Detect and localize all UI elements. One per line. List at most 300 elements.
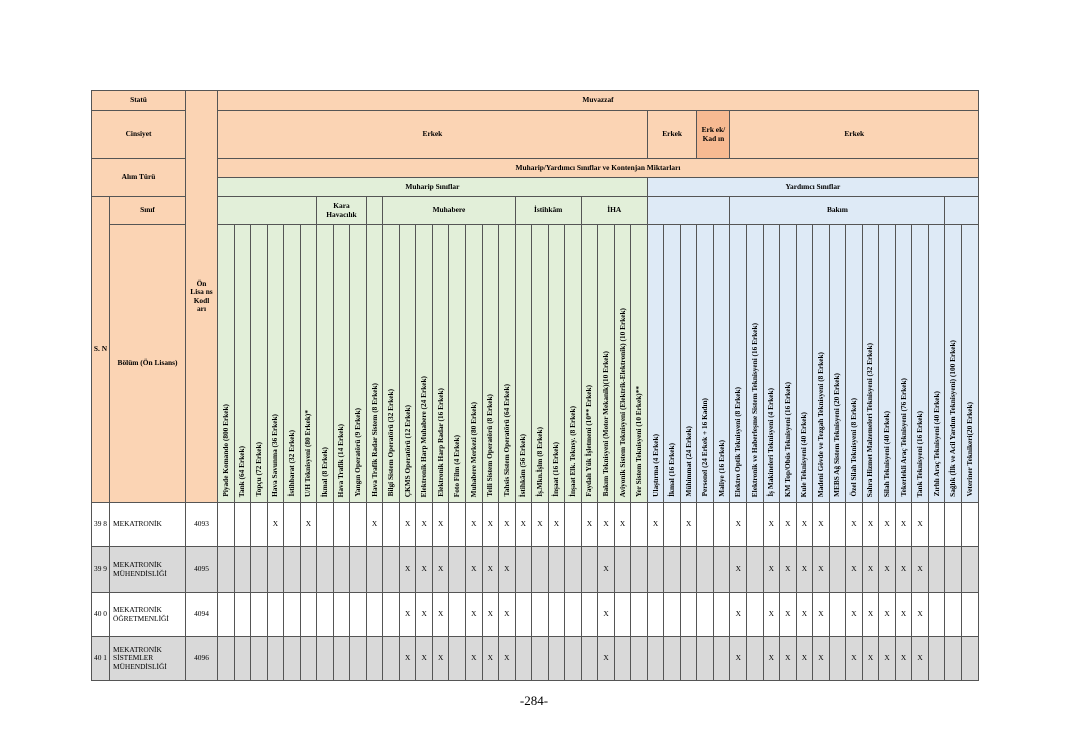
column-header-label: Yer Sistem Teknisyeni (10 Erkek)** — [634, 385, 644, 497]
quota-cell: X — [432, 547, 449, 593]
column-header — [548, 225, 565, 503]
column-header-label: İnşaat Elk. Teknsy. (8 Erkek) — [567, 406, 577, 497]
quota-cell — [713, 593, 730, 637]
quota-cell: X — [515, 503, 532, 547]
quota-cell — [218, 593, 235, 637]
table-row — [92, 503, 979, 547]
column-header-label: İnşaat (16 Erkek) — [551, 442, 561, 497]
quota-cell: X — [267, 503, 284, 547]
quota-cell: X — [796, 503, 813, 547]
quota-cell — [251, 503, 268, 547]
quota-cell — [565, 547, 582, 593]
quota-cell: X — [499, 503, 516, 547]
quota-cell — [548, 547, 565, 593]
quota-cell — [333, 637, 350, 681]
cinsiyet-erkek-muharip: Erkek — [218, 111, 648, 159]
quota-cell — [333, 593, 350, 637]
column-header-label: MEBS Ağ Sistem Teknisyeni (20 Erkek) — [832, 372, 842, 497]
quota-cell — [333, 503, 350, 547]
column-header — [945, 225, 962, 503]
quota-cell: X — [895, 503, 912, 547]
quota-cell — [713, 547, 730, 593]
cinsiyet-erkek-mid: Erkek — [647, 111, 697, 159]
quota-cell: X — [813, 637, 830, 681]
cinsiyet-erkek-yardimci: Erkek — [730, 111, 979, 159]
quota-cell: X — [482, 547, 499, 593]
quota-cell — [961, 503, 978, 547]
quota-cell: X — [895, 637, 912, 681]
quota-cell: X — [813, 593, 830, 637]
quota-cell: X — [879, 547, 896, 593]
row-sn: 39 9 — [92, 547, 110, 593]
quota-cell — [350, 547, 367, 593]
quota-cell — [251, 637, 268, 681]
quota-cell — [532, 593, 549, 637]
column-header-label: İstihbarat (32 Erkek) — [286, 430, 296, 497]
quota-cell: X — [846, 593, 863, 637]
kara-havacilik-header: Kara Havacılık — [317, 197, 367, 225]
quota-cell — [449, 593, 466, 637]
column-header-label: Maliye (16 Erkek) — [716, 440, 726, 497]
quota-cell — [234, 547, 251, 593]
quota-cell — [697, 637, 714, 681]
quota-cell — [647, 547, 664, 593]
page-number: -284- — [519, 693, 549, 708]
quota-cell — [317, 637, 334, 681]
column-header-label: Tank Teknisyeni (16 Erkek) — [915, 410, 925, 497]
quota-cell: X — [730, 593, 747, 637]
quota-cell: X — [300, 503, 317, 547]
column-header — [928, 225, 945, 503]
quota-cell: X — [432, 637, 449, 681]
row-kod: 4096 — [186, 637, 218, 681]
quota-cell: X — [813, 547, 830, 593]
quota-cell: X — [763, 503, 780, 547]
column-header — [565, 225, 582, 503]
quota-cell — [713, 503, 730, 547]
quota-cell — [961, 593, 978, 637]
sn-header: S. N — [92, 197, 110, 503]
quota-cell — [829, 503, 846, 547]
quota-cell: X — [614, 503, 631, 547]
column-header — [317, 225, 334, 503]
quota-cell — [515, 547, 532, 593]
quota-cell — [317, 593, 334, 637]
row-sn: 39 8 — [92, 503, 110, 547]
quota-cell: X — [862, 547, 879, 593]
row-sn: 40 1 — [92, 637, 110, 681]
quota-cell — [284, 637, 301, 681]
column-header — [961, 225, 978, 503]
column-header — [879, 225, 896, 503]
quota-cell: X — [482, 503, 499, 547]
quota-cell — [251, 593, 268, 637]
quota-cell — [218, 637, 235, 681]
row-kod: 4093 — [186, 503, 218, 547]
quota-cell: X — [912, 593, 929, 637]
column-header — [515, 225, 532, 503]
column-header-label: Hava Savunma (36 Erkek) — [270, 413, 280, 497]
alim-row-2 — [92, 178, 979, 197]
quota-cell — [350, 503, 367, 547]
quota-cell — [680, 593, 697, 637]
group-blank-2 — [366, 197, 383, 225]
column-header-label: Foto Film (4 Erkek) — [452, 434, 462, 497]
quota-cell: X — [846, 503, 863, 547]
column-header-label: Tekerlekli Araç Teknisyeni (76 Erkek) — [898, 378, 908, 497]
statu-label: Statü — [92, 91, 186, 111]
cinsiyet-row — [92, 111, 979, 159]
column-header — [234, 225, 251, 503]
quota-cell — [680, 637, 697, 681]
quota-cell — [747, 593, 764, 637]
quota-cell — [961, 637, 978, 681]
quota-cell — [581, 637, 598, 681]
yardimci-header: Yardımcı Sınıflar — [647, 178, 978, 197]
quota-cell: X — [730, 637, 747, 681]
column-header-label: Zırhlı Araç Teknisyeni (40 Erkek) — [931, 391, 941, 497]
column-header — [532, 225, 549, 503]
column-header-label: Hava Trafik Radar Sistem (8 Erkek) — [369, 383, 379, 497]
column-header — [846, 225, 863, 503]
column-header — [499, 225, 516, 503]
column-header-label: Elektronik ve Haberleşme Sistem Teknisyeni (16 Erkek) — [749, 322, 759, 497]
row-bolum: MEKATRONİK MÜHENDİSLİĞİ — [110, 547, 186, 593]
column-header-label: Özel Silah Teknisyeni (8 Erkek) — [848, 398, 858, 497]
quota-cell — [350, 637, 367, 681]
quota-cell: X — [862, 637, 879, 681]
column-header-label: Sahra Hizmet Malzemeleri Teknisyeni (32 Erkek) — [865, 342, 875, 497]
quota-cell: X — [399, 503, 416, 547]
quota-cell — [284, 503, 301, 547]
column-header-label: Tahsis Sistem Operatörü (64 Erkek) — [501, 384, 511, 497]
column-header — [647, 225, 664, 503]
quota-cell: X — [581, 503, 598, 547]
quota-cell: X — [482, 637, 499, 681]
quota-cell — [713, 637, 730, 681]
quota-cell — [928, 593, 945, 637]
column-header-label: İkmal (8 Erkek) — [319, 446, 329, 497]
column-header — [631, 225, 648, 503]
iha-header: İHA — [581, 197, 647, 225]
quota-cell: X — [432, 503, 449, 547]
quota-cell: X — [796, 593, 813, 637]
group-blank-3 — [647, 197, 730, 225]
quota-cell — [614, 547, 631, 593]
quota-cell: X — [465, 503, 482, 547]
row-kod: 4094 — [186, 593, 218, 637]
quota-cell: X — [912, 637, 929, 681]
quota-cell — [664, 637, 681, 681]
quota-cell — [647, 593, 664, 637]
column-header-label: Tank (64 Erkek) — [237, 445, 247, 497]
quota-cell: X — [879, 637, 896, 681]
column-header — [763, 225, 780, 503]
quota-cell: X — [730, 547, 747, 593]
column-header-label: Sağlık (İlk ve Acil Yardım Teknisyeni) (100 Erkek) — [948, 340, 958, 497]
quota-cell — [631, 547, 648, 593]
quota-cell — [300, 547, 317, 593]
column-header — [251, 225, 268, 503]
column-header-label: Silah Teknisyeni (40 Erkek) — [882, 410, 891, 497]
column-header — [895, 225, 912, 503]
quota-cell — [383, 547, 400, 593]
row-kod: 4095 — [186, 547, 218, 593]
quota-cell: X — [780, 503, 797, 547]
quota-cell — [251, 547, 268, 593]
quota-cell: X — [730, 503, 747, 547]
column-header — [300, 225, 317, 503]
column-header-label: U/H Teknisyeni (80 Erkek)* — [303, 409, 313, 497]
column-header-label: Topçu (72 Erkek) — [253, 442, 263, 497]
quota-cell — [680, 547, 697, 593]
quota-cell: X — [399, 637, 416, 681]
quota-cell — [300, 593, 317, 637]
column-header-label: Elektronik Harp Muhabere (24 Erkek) — [419, 375, 429, 497]
quota-cell — [267, 637, 284, 681]
quota-cell — [614, 593, 631, 637]
column-header — [267, 225, 284, 503]
quota-cell — [945, 637, 962, 681]
quota-cell — [317, 503, 334, 547]
row-bolum: MEKATRONİK — [110, 503, 186, 547]
quota-cell — [532, 637, 549, 681]
quota-cell — [234, 637, 251, 681]
quota-cell: X — [548, 503, 565, 547]
quota-cell: X — [780, 547, 797, 593]
column-header — [581, 225, 598, 503]
quota-cell — [548, 593, 565, 637]
quota-cell: X — [598, 547, 615, 593]
muhabere-header: Muhabere — [383, 197, 515, 225]
quota-cell — [383, 593, 400, 637]
quota-cell: X — [598, 637, 615, 681]
quota-cell — [697, 503, 714, 547]
column-header-label: Elektro Optik Teknisyeni (8 Erkek) — [733, 386, 743, 497]
row-sn: 40 0 — [92, 593, 110, 637]
quota-cell — [366, 637, 383, 681]
sinif-label: Sınıf — [110, 197, 186, 225]
quota-cell — [747, 503, 764, 547]
quota-cell: X — [763, 593, 780, 637]
quota-cell: X — [895, 547, 912, 593]
column-header — [680, 225, 697, 503]
quota-cell — [515, 593, 532, 637]
quota-cell — [350, 593, 367, 637]
group-blank-4 — [945, 197, 979, 225]
column-header — [416, 225, 433, 503]
quota-cell — [284, 593, 301, 637]
quota-cell — [945, 547, 962, 593]
quota-cell — [366, 593, 383, 637]
quota-cell — [664, 547, 681, 593]
quota-cell — [631, 637, 648, 681]
quota-cell: X — [482, 593, 499, 637]
column-header-label: Bilgi Sistem Operatörü (32 Erkek) — [386, 389, 396, 497]
bakim-header: Bakım — [730, 197, 945, 225]
alim-turu-label: Alım Türü — [92, 159, 186, 197]
quota-cell: X — [763, 637, 780, 681]
column-header-label: Muhabere Merkezi (80 Erkek) — [468, 401, 478, 497]
quota-cell — [532, 547, 549, 593]
quota-cell: X — [763, 547, 780, 593]
quota-cell — [664, 503, 681, 547]
column-header — [399, 225, 416, 503]
column-header-label: İstihkâm (56 Erkek) — [518, 433, 528, 497]
quota-cell — [581, 593, 598, 637]
column-header — [432, 225, 449, 503]
quota-cell — [945, 503, 962, 547]
quota-cell: X — [862, 503, 879, 547]
column-header — [218, 225, 235, 503]
quota-cell — [383, 503, 400, 547]
column-headers-row — [92, 225, 979, 503]
quota-cell — [928, 637, 945, 681]
column-header-label: Kule Teknisyeni (40 Erkek) — [799, 411, 809, 497]
table-row — [92, 637, 979, 681]
muharip-header: Muharip Sınıflar — [218, 178, 648, 197]
column-header — [730, 225, 747, 503]
quota-cell: X — [465, 593, 482, 637]
quota-cell — [631, 503, 648, 547]
quota-cell: X — [465, 637, 482, 681]
row-bolum: MEKATRONİK SİSTEMLER MÜHENDİSLİĞİ — [110, 637, 186, 681]
quota-cell — [317, 547, 334, 593]
table-row — [92, 593, 979, 637]
group-blank-1 — [218, 197, 317, 225]
quota-cell: X — [912, 547, 929, 593]
column-header — [829, 225, 846, 503]
quota-cell — [565, 503, 582, 547]
quota-cell: X — [366, 503, 383, 547]
column-header — [862, 225, 879, 503]
muvazzaf-header: Muvazzaf — [218, 91, 979, 111]
quota-cell — [647, 637, 664, 681]
quota-cell — [945, 593, 962, 637]
alim-row-1 — [92, 159, 979, 178]
quota-cell: X — [862, 593, 879, 637]
column-header — [796, 225, 813, 503]
quota-cell: X — [796, 547, 813, 593]
column-header — [366, 225, 383, 503]
quota-cell: X — [399, 547, 416, 593]
column-header — [465, 225, 482, 503]
quota-cell — [747, 547, 764, 593]
quota-cell — [383, 637, 400, 681]
quota-cell: X — [813, 503, 830, 547]
onlisans-kodlari-header: Ön Lisa ns Kodl arı — [186, 91, 218, 503]
column-header-label: Mühimmat (24 Erkek) — [683, 426, 693, 497]
quota-cell: X — [879, 503, 896, 547]
column-header — [912, 225, 929, 503]
quota-cell — [449, 637, 466, 681]
istihkam-header: İstihkâm — [515, 197, 581, 225]
column-header — [747, 225, 764, 503]
column-header — [383, 225, 400, 503]
column-header-label: Yangın Operatörü (9 Erkek) — [353, 408, 362, 497]
quota-cell: X — [846, 637, 863, 681]
quota-cell: X — [846, 547, 863, 593]
column-header-label: İş Makineleri Teknisyeni (4 Erkek) — [766, 388, 776, 497]
column-header — [284, 225, 301, 503]
column-header — [350, 225, 367, 503]
quota-cell — [829, 637, 846, 681]
quota-cell: X — [879, 593, 896, 637]
quota-cell — [581, 547, 598, 593]
cinsiyet-erkek-kadin: Erk ek/ Kad ın — [697, 111, 730, 159]
quota-cell — [664, 593, 681, 637]
cinsiyet-label: Cinsiyet — [92, 111, 186, 159]
quota-cell: X — [780, 637, 797, 681]
quota-cell — [267, 593, 284, 637]
column-header-label: Bakım Teknisyeni (Motor Mekanik)(10 Erkek) — [600, 351, 610, 497]
quota-cell: X — [598, 593, 615, 637]
quota-cell: X — [432, 593, 449, 637]
column-header-label: Elektronik Harp Radar (16 Erkek) — [435, 388, 445, 497]
column-header-label: Faydalı Yük İşletmeni (10** Erkek) — [584, 385, 594, 497]
quota-cell: X — [416, 593, 433, 637]
quota-cell: X — [465, 547, 482, 593]
quota-cell — [284, 547, 301, 593]
sinif-row — [92, 197, 979, 225]
column-header-label: KM Top/Obüs Teknisyeni (16 Erkek) — [782, 381, 792, 497]
quota-cell — [218, 547, 235, 593]
quota-cell — [333, 547, 350, 593]
quota-cell — [366, 547, 383, 593]
quota-cell — [449, 547, 466, 593]
column-header-label: Personel (24 Erkek + 16 Kadın) — [700, 398, 710, 497]
column-header — [813, 225, 830, 503]
row-bolum: MEKATRONİK ÖĞRETMENLİĞİ — [110, 593, 186, 637]
quota-cell: X — [532, 503, 549, 547]
column-header-label: ÇKMS Operatörü (12 Erkek) — [402, 404, 412, 497]
column-header — [697, 225, 714, 503]
column-header — [614, 225, 631, 503]
statu-row — [92, 91, 979, 111]
column-header-label: İş.Mkn.İşlm (8 Erkek) — [534, 427, 544, 497]
bolum-header: Bölüm (Ön Lisans) — [110, 225, 186, 503]
quota-cell — [267, 547, 284, 593]
column-header-label: Ulaştırma (4 Erkek) — [650, 434, 660, 497]
quota-cell — [515, 637, 532, 681]
table-row — [92, 547, 979, 593]
column-header — [713, 225, 730, 503]
siniflar-title: Muharip/Yardımcı Sınıflar ve Kontenjan Miktarları — [218, 159, 979, 178]
quota-cell: X — [912, 503, 929, 547]
quota-cell — [697, 593, 714, 637]
quota-cell: X — [416, 547, 433, 593]
quota-cell — [961, 547, 978, 593]
column-header-label: Telli Sistem Operatörü (8 Erkek) — [485, 394, 495, 497]
column-header — [664, 225, 681, 503]
quota-cell: X — [416, 637, 433, 681]
column-header — [333, 225, 350, 503]
quota-cell — [614, 637, 631, 681]
quota-cell — [218, 503, 235, 547]
column-header — [780, 225, 797, 503]
quota-cell: X — [780, 593, 797, 637]
quota-cell — [829, 593, 846, 637]
quota-cell — [747, 637, 764, 681]
quota-cell — [300, 637, 317, 681]
quota-cell: X — [416, 503, 433, 547]
quota-cell: X — [680, 503, 697, 547]
quota-cell: X — [796, 637, 813, 681]
quota-cell — [631, 593, 648, 637]
quota-cell — [697, 547, 714, 593]
column-header — [449, 225, 466, 503]
column-header — [598, 225, 615, 503]
